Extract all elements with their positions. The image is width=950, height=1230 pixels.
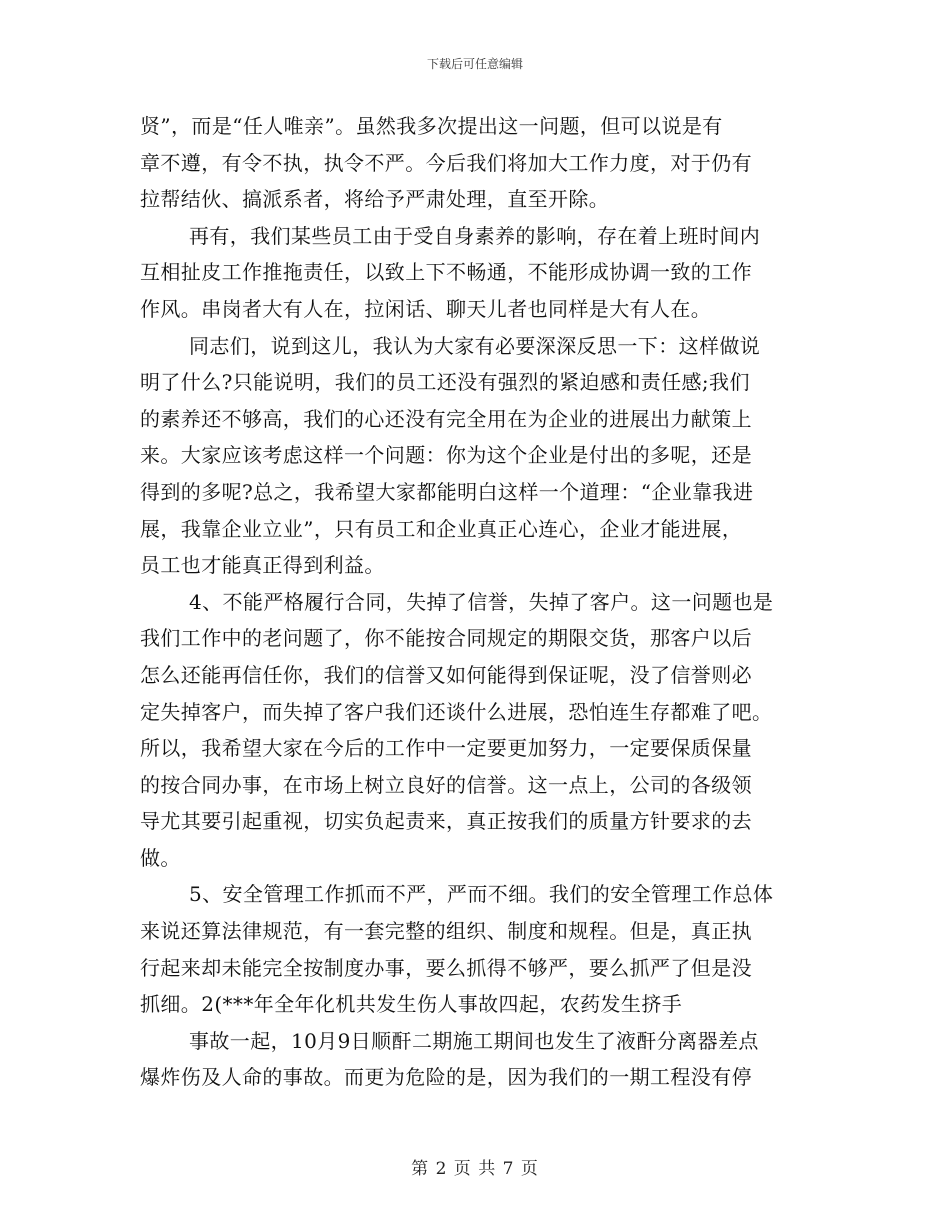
paragraph <box>140 584 820 877</box>
text-line: 抓细。2(***年全年化机共发生伤人事故四起，农药发生挤手 <box>140 992 683 1017</box>
paragraph <box>140 328 820 584</box>
text-line: 同志们，说到这儿，我认为大家有必要深深反思一下：这样做说 <box>189 333 761 358</box>
text-line: 所以，我希望大家在今后的工作中一定要更加努力，一定要保质保量 <box>140 736 752 761</box>
text-line: 来说还算法律规范，有一套完整的组织、制度和规程。但是，真正执 <box>140 919 752 944</box>
page-number-footer: 第 2 页 共 7 页 <box>411 1159 539 1179</box>
text-line: 4、不能严格履行合同，失掉了信誉，失掉了客户。这一问题也是 <box>189 589 774 614</box>
paragraph <box>140 108 820 218</box>
document-body <box>140 108 820 1096</box>
text-line: 作风。串岗者大有人在，拉闲话、聊天儿者也同样是大有人在。 <box>140 296 712 321</box>
text-line: 得到的多呢?总之，我希望大家都能明白这样一个道理：“企业靠我进 <box>140 479 754 504</box>
text-line: 贤”，而是“任人唯亲”。虽然我多次提出这一问题，但可以说是有 <box>140 114 723 138</box>
text-line: 导尤其要引起重视，切实负起责来，真正按我们的质量方针要求的去 <box>140 809 752 834</box>
paragraph <box>140 876 820 1022</box>
text-line: 再有，我们某些员工由于受自身素养的影响，存在着上班时间内 <box>189 223 761 248</box>
text-line: 事故一起，10月9日顺酐二期施工期间也发生了液酐分离器差点 <box>189 1028 759 1053</box>
text-line: 怎么还能再信任你，我们的信誉又如何能得到保证呢，没了信誉则必 <box>140 662 752 687</box>
text-line: 行起来却未能完全按制度办事，要么抓得不够严，要么抓严了但是没 <box>140 955 752 980</box>
text-line: 章不遵，有令不执，执令不严。今后我们将加大工作力度，对于仍有 <box>140 150 752 175</box>
text-line: 的素养还不够高，我们的心还没有完全用在为企业的进展出力献策上 <box>140 406 752 431</box>
paragraph <box>140 218 820 328</box>
text-line: 我们工作中的老问题了，你不能按合同规定的期限交货，那客户以后 <box>140 626 752 651</box>
paragraph <box>140 1023 820 1096</box>
text-line: 展，我靠企业立业”，只有员工和企业真正心连心，企业才能进展， <box>140 516 743 541</box>
text-line: 做。 <box>140 845 181 870</box>
text-line: 明了什么?只能说明，我们的员工还没有强烈的紧迫感和责任感;我们 <box>140 370 750 395</box>
text-line: 爆炸伤及人命的事故。而更为危险的是，因为我们的一期工程没有停 <box>140 1065 752 1090</box>
page-header-note: 下载后可任意编辑 <box>426 57 523 71</box>
text-line: 员工也才能真正得到利益。 <box>140 553 385 578</box>
text-line: 互相扯皮工作推拖责任，以致上下不畅通，不能形成协调一致的工作 <box>140 260 752 285</box>
text-line: 的按合同办事，在市场上树立良好的信誉。这一点上，公司的各级领 <box>140 772 752 797</box>
text-line: 5、安全管理工作抓而不严，严而不细。我们的安全管理工作总体 <box>189 882 774 907</box>
text-line: 定失掉客户，而失掉了客户我们还谈什么进展，恐怕连生存都难了吧。 <box>140 699 773 724</box>
text-line: 拉帮结伙、搞派系者，将给予严肃处理，直至开除。 <box>140 187 610 212</box>
text-line: 来。大家应该考虑这样一个问题：你为这个企业是付出的多呢，还是 <box>140 443 752 468</box>
